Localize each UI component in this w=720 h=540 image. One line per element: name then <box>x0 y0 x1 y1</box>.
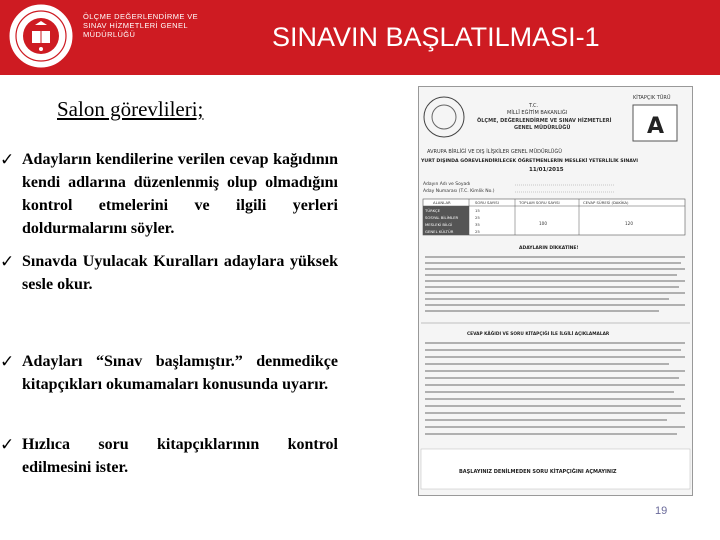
exam-line-2: YURT DIŞINDA GÖREVLENDİRİLECEK ÖĞRETMENLERİN MESLEKİ YETERLİLİK SINAVI <box>421 159 638 164</box>
org-line: ÖLÇME DEĞERLENDİRME VE <box>83 12 199 21</box>
doc-dept2: GENEL MÜDÜRLÜĞÜ <box>514 125 571 131</box>
table-header: SORU SAYISI <box>475 200 499 205</box>
table-row-label: TÜRKÇE <box>425 208 441 213</box>
bullet-item <box>0 350 338 396</box>
table-row-label: GENEL KÜLTÜR <box>425 229 454 234</box>
organization-name <box>83 12 243 39</box>
booklet-cover-drawing <box>419 87 692 495</box>
bullet-text: Adayların kendilerine verilen cevap kağıdının kendi adlarına düzenlenmiş olup olmadığını kontrol etmelerini ve ilgili yerleri doldurmalarını söyler. <box>22 151 338 237</box>
table-header: CEVAP SÜRESİ (DAKİKA) <box>583 200 629 205</box>
section-title: Salon görevlileri; <box>57 97 204 121</box>
bullet-text: Sınavda Uyulacak Kuralları adaylara yüksek sesle okur. <box>22 253 338 293</box>
page-number: 19 <box>655 505 668 517</box>
meb-logo-icon <box>8 3 74 69</box>
bullet-text: Adayları “Sınav başlamıştır.” denmedikçe kitapçıkları okumamaları konusunda uyarır. <box>22 353 338 393</box>
question-count: 25 <box>475 229 480 234</box>
rules-title: ADAYLARIN DİKKATİNE! <box>519 246 579 251</box>
candidate-id-label: Aday Numarası (T.C. Kimlik No.) <box>423 189 495 194</box>
checkmark-icon: ✓ <box>0 352 15 371</box>
total-questions: 100 <box>539 221 547 226</box>
doc-dept: ÖLÇME, DEĞERLENDİRME VE SINAV HİZMETLERİ <box>477 118 612 124</box>
bullet-item <box>0 433 338 479</box>
exam-date: 11/01/2015 <box>529 167 564 173</box>
table-header: ALANLAR <box>433 200 451 205</box>
org-line: SINAV HİZMETLERİ GENEL <box>83 21 188 30</box>
slide-header <box>0 0 720 75</box>
booklet-cover-image <box>418 86 693 496</box>
checkmark-icon: ✓ <box>0 252 15 271</box>
question-count: 25 <box>475 215 480 220</box>
question-count: 35 <box>475 222 480 227</box>
bullet-item <box>0 250 338 296</box>
doc-ministry2: MİLLÎ EĞİTİM BAKANLIĞI <box>507 110 568 116</box>
bullet-text: Hızlıca soru kitapçıklarının kontrol edilmesini ister. <box>22 436 338 476</box>
doc-ministry: T.C. <box>529 103 539 109</box>
answer-sheet-title: CEVAP KÂĞIDI VE SORU KİTAPÇIĞI İLE İLGİLİ AÇIKLAMALAR <box>467 332 610 337</box>
question-count: 15 <box>475 208 480 213</box>
booklet-footer: BAŞLAYINIZ DENİLMEDEN SORU KİTAPÇIĞINI AÇMAYINIZ <box>459 469 617 475</box>
booklet-type-label: KİTAPÇIK TÜRÜ <box>633 95 671 101</box>
table-row-label: SOSYAL BİLİMLER <box>425 215 459 220</box>
table-header: TOPLAM SORU SAYISI <box>519 200 560 205</box>
org-line: MÜDÜRLÜĞÜ <box>83 30 136 39</box>
candidate-name-label: Adayın Adı ve Soyadı <box>423 182 471 187</box>
answer-duration: 120 <box>625 221 633 226</box>
bullet-item <box>0 148 338 240</box>
slide-title: SINAVIN BAŞLATILMASI-1 <box>272 22 600 52</box>
checkmark-icon: ✓ <box>0 150 15 169</box>
table-row-label: MESLEKİ BİLGİ <box>425 222 453 227</box>
exam-line-1: AVRUPA BİRLİĞİ VE DIŞ İLİŞKİLER GENEL MÜDÜRLÜĞÜ <box>427 149 562 155</box>
booklet-type-value: A <box>647 114 665 139</box>
checkmark-icon: ✓ <box>0 435 15 454</box>
